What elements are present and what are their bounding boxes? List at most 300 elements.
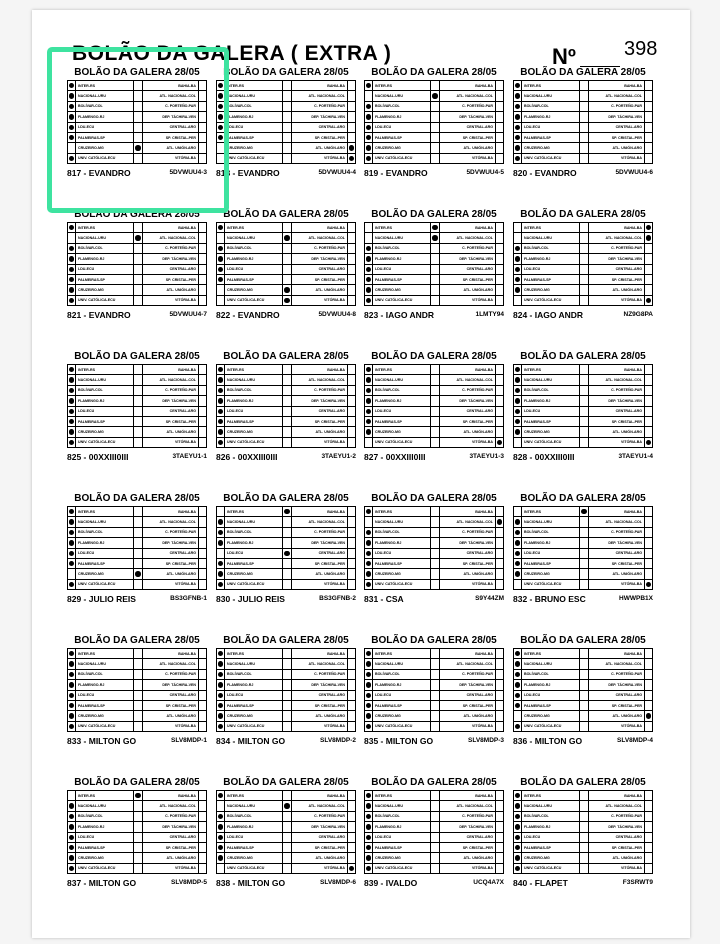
home-pick-box [514, 296, 522, 305]
card-footer [364, 167, 504, 178]
home-pick-box [68, 365, 76, 374]
home-pick-box [217, 680, 225, 689]
home-pick-box [365, 722, 373, 731]
away-team: ATL. NACIONAL-COL [143, 517, 199, 526]
draw-pick-box [283, 659, 292, 668]
draw-pick-box [431, 812, 440, 821]
pick-dot-icon [218, 440, 224, 446]
home-pick-box [68, 670, 76, 679]
home-pick-box [365, 517, 373, 526]
away-team: CENTRAL-ARG [589, 691, 645, 700]
draw-pick-box [580, 296, 589, 305]
away-pick-box [348, 691, 355, 700]
home-pick-box [68, 528, 76, 537]
draw-pick-box [134, 407, 143, 416]
away-pick-box [199, 517, 206, 526]
draw-pick-box [580, 701, 589, 710]
pick-dot-icon [69, 693, 75, 699]
match-row [514, 701, 652, 711]
home-pick-box [365, 822, 373, 831]
away-team: SP. CRISTAL-PER [440, 417, 496, 426]
match-row [365, 711, 503, 721]
draw-pick-box [283, 265, 292, 274]
away-team: CENTRAL-ARG [589, 407, 645, 416]
home-team: NACIONAL-URU [225, 659, 283, 668]
away-pick-box [348, 569, 355, 578]
draw-pick-box [580, 143, 589, 152]
home-team: INTER-RS [225, 365, 283, 374]
match-row [217, 143, 355, 153]
ticket-card-838 [216, 777, 356, 905]
pick-dot-icon [69, 540, 75, 546]
away-pick-box [645, 569, 652, 578]
match-row [514, 407, 652, 417]
pick-dot-icon [218, 682, 224, 688]
home-pick-box [365, 244, 373, 253]
draw-pick-box [283, 244, 292, 253]
home-team: LDU-ECU [76, 265, 134, 274]
match-row [68, 233, 206, 243]
away-pick-box [199, 427, 206, 436]
home-pick-box [217, 233, 225, 242]
ticket-code: 3TAEYU1-1 [172, 453, 207, 461]
home-team: UNIV. CATÓLICA-ECU [522, 296, 580, 305]
ticket-code: SLV8MDP-3 [468, 737, 504, 745]
away-team: C. PORTEÑO-PAR [440, 244, 496, 253]
match-row [68, 853, 206, 863]
pick-dot-icon [218, 824, 224, 830]
home-team: BOLÍVAR-COL [76, 812, 134, 821]
away-team: C. PORTEÑO-PAR [292, 386, 348, 395]
match-row [365, 569, 503, 579]
draw-pick-box [283, 154, 292, 163]
draw-pick-box [431, 659, 440, 668]
away-team: C. PORTEÑO-PAR [143, 670, 199, 679]
selection-highlight [47, 47, 229, 213]
home-pick-box [365, 559, 373, 568]
home-team: LDU-ECU [522, 407, 580, 416]
home-team: BOLÍVAR-COL [522, 244, 580, 253]
away-pick-box [496, 143, 503, 152]
home-pick-box [217, 701, 225, 710]
away-team: ATL. NACIONAL-COL [292, 659, 348, 668]
draw-pick-box [580, 722, 589, 731]
draw-pick-box [580, 386, 589, 395]
away-team: VITÓRIA-BA [440, 580, 496, 589]
home-pick-box [365, 438, 373, 447]
home-team: PALMEIRAS-SP [522, 133, 580, 142]
match-row [514, 822, 652, 832]
draw-pick-box [580, 711, 589, 720]
draw-pick-box [431, 722, 440, 731]
home-team: UNIV. CATÓLICA-ECU [225, 864, 283, 873]
match-row [365, 244, 503, 254]
home-team: LDU-ECU [522, 265, 580, 274]
away-team: SP. CRISTAL-PER [143, 843, 199, 852]
match-row [68, 375, 206, 385]
match-row [68, 538, 206, 548]
home-pick-box [68, 659, 76, 668]
away-pick-box [496, 649, 503, 658]
home-team: LDU-ECU [373, 265, 431, 274]
match-row [217, 375, 355, 385]
draw-pick-box [431, 233, 440, 242]
match-row [217, 833, 355, 843]
pick-dot-icon [515, 256, 521, 262]
card-title: BOLÃO DA GALERA 28/05 [520, 635, 646, 646]
match-row [217, 812, 355, 822]
card-title: BOLÃO DA GALERA 28/05 [74, 777, 200, 788]
ticket-card-835 [364, 635, 504, 763]
match-row [217, 722, 355, 731]
away-team: DEP. TÁCHIRA-VEN [589, 680, 645, 689]
away-pick-box [496, 691, 503, 700]
home-team: NACIONAL-URU [522, 659, 580, 668]
pick-dot-icon [515, 540, 521, 546]
card-title: BOLÃO DA GALERA 28/05 [223, 67, 349, 78]
home-pick-box [365, 365, 373, 374]
draw-pick-box [431, 833, 440, 842]
away-team: BAHIA-BA [143, 649, 199, 658]
pick-dot-icon [366, 724, 372, 730]
home-team: INTER-RS [373, 81, 431, 90]
home-team: FLAMENGO-RJ [76, 254, 134, 263]
match-row [68, 822, 206, 832]
match-row [514, 722, 652, 731]
draw-pick-box [134, 822, 143, 831]
pick-dot-icon [366, 855, 372, 861]
home-pick-box [365, 296, 373, 305]
card-footer [216, 309, 356, 320]
pick-dot-icon [349, 145, 355, 151]
away-team: C. PORTEÑO-PAR [292, 670, 348, 679]
match-row [514, 133, 652, 143]
away-team: VITÓRIA-BA [143, 864, 199, 873]
away-pick-box [348, 517, 355, 526]
draw-pick-box [283, 123, 292, 132]
pick-dot-icon [366, 530, 372, 536]
away-pick-box [496, 123, 503, 132]
home-team: BOLÍVAR-COL [225, 670, 283, 679]
home-team: PALMEIRAS-SP [225, 133, 283, 142]
home-team: CRUZEIRO-MG [522, 285, 580, 294]
away-pick-box [348, 580, 355, 589]
draw-pick-box [431, 680, 440, 689]
match-row [217, 538, 355, 548]
match-grid [513, 80, 653, 164]
away-team: DEP. TÁCHIRA-VEN [589, 396, 645, 405]
ticket-card-840 [513, 777, 653, 905]
draw-pick-box [431, 670, 440, 679]
match-row [68, 701, 206, 711]
pick-dot-icon [69, 713, 75, 719]
draw-pick-box [283, 680, 292, 689]
match-row [514, 791, 652, 801]
card-title: BOLÃO DA GALERA 28/05 [371, 777, 497, 788]
home-team: CRUZEIRO-MG [76, 711, 134, 720]
home-team: NACIONAL-URU [373, 91, 431, 100]
draw-pick-box [283, 254, 292, 263]
pick-dot-icon [366, 845, 372, 851]
pick-dot-icon [69, 377, 75, 383]
away-pick-box [199, 864, 206, 873]
draw-pick-box [283, 407, 292, 416]
home-pick-box [365, 375, 373, 384]
home-pick-box [217, 296, 225, 305]
pick-dot-icon [366, 409, 372, 415]
draw-pick-box [431, 801, 440, 810]
match-row [68, 722, 206, 731]
ticket-owner: 825 - 00XXIII0III [67, 451, 129, 462]
draw-pick-box [283, 102, 292, 111]
pick-dot-icon [646, 582, 652, 588]
draw-pick-box [431, 580, 440, 589]
home-pick-box [217, 722, 225, 731]
home-pick-box [68, 254, 76, 263]
pick-dot-icon [366, 551, 372, 557]
home-team: INTER-RS [76, 81, 134, 90]
match-grid [364, 648, 504, 732]
home-team: PALMEIRAS-SP [522, 275, 580, 284]
match-row [68, 285, 206, 295]
ticket-card-834 [216, 635, 356, 763]
away-pick-box [348, 812, 355, 821]
pick-dot-icon [366, 298, 372, 304]
home-team: CRUZEIRO-MG [76, 143, 134, 152]
home-pick-box [514, 223, 522, 232]
home-pick-box [514, 265, 522, 274]
away-pick-box [348, 285, 355, 294]
away-pick-box [199, 711, 206, 720]
match-row [365, 659, 503, 669]
away-pick-box [645, 265, 652, 274]
away-team: C. PORTEÑO-PAR [589, 386, 645, 395]
home-team: BOLÍVAR-COL [76, 528, 134, 537]
home-team: BOLÍVAR-COL [522, 102, 580, 111]
away-team: SP. CRISTAL-PER [440, 701, 496, 710]
pick-dot-icon [515, 724, 521, 730]
away-team: DEP. TÁCHIRA-VEN [143, 822, 199, 831]
pick-dot-icon [497, 519, 503, 525]
pick-dot-icon [366, 419, 372, 425]
away-pick-box [199, 801, 206, 810]
away-pick-box [348, 244, 355, 253]
pick-dot-icon [218, 693, 224, 699]
away-pick-box [645, 801, 652, 810]
away-pick-box [348, 375, 355, 384]
away-pick-box [348, 801, 355, 810]
pick-dot-icon [515, 519, 521, 525]
home-team: NACIONAL-URU [373, 517, 431, 526]
home-team: BOLÍVAR-COL [76, 244, 134, 253]
away-team: C. PORTEÑO-PAR [589, 244, 645, 253]
away-pick-box [645, 822, 652, 831]
away-team: DEP. TÁCHIRA-VEN [440, 680, 496, 689]
away-pick-box [496, 438, 503, 447]
pick-dot-icon [515, 803, 521, 809]
away-pick-box [645, 812, 652, 821]
draw-pick-box [134, 559, 143, 568]
match-row [365, 81, 503, 91]
home-pick-box [514, 407, 522, 416]
home-team: UNIV. CATÓLICA-ECU [76, 296, 134, 305]
away-pick-box [348, 843, 355, 852]
draw-pick-box [134, 285, 143, 294]
home-pick-box [68, 517, 76, 526]
away-team: C. PORTEÑO-PAR [589, 528, 645, 537]
away-team: ATL. UNIÓN-ARG [292, 143, 348, 152]
away-pick-box [496, 549, 503, 558]
pick-dot-icon [218, 661, 224, 667]
draw-pick-box [134, 223, 143, 232]
home-team: UNIV. CATÓLICA-ECU [373, 722, 431, 731]
away-pick-box [496, 275, 503, 284]
home-pick-box [68, 801, 76, 810]
away-pick-box [496, 580, 503, 589]
home-team: FLAMENGO-RJ [76, 112, 134, 121]
draw-pick-box [134, 396, 143, 405]
draw-pick-box [134, 507, 143, 516]
away-team: ATL. UNIÓN-ARG [589, 853, 645, 862]
match-row [217, 233, 355, 243]
home-team: BOLÍVAR-COL [373, 528, 431, 537]
home-team: NACIONAL-URU [522, 801, 580, 810]
away-team: VITÓRIA-BA [143, 154, 199, 163]
pick-dot-icon [366, 135, 372, 141]
away-team: SP. CRISTAL-PER [292, 275, 348, 284]
draw-pick-box [580, 133, 589, 142]
home-pick-box [217, 244, 225, 253]
home-team: NACIONAL-URU [522, 517, 580, 526]
match-row [217, 386, 355, 396]
card-footer [216, 451, 356, 462]
pick-dot-icon [218, 256, 224, 262]
pick-dot-icon [366, 145, 372, 151]
home-pick-box [217, 285, 225, 294]
home-team: FLAMENGO-RJ [522, 538, 580, 547]
card-title: BOLÃO DA GALERA 28/05 [371, 351, 497, 362]
draw-pick-box [134, 649, 143, 658]
ticket-owner: 837 - MILTON GO [67, 877, 137, 888]
home-team: LDU-ECU [373, 123, 431, 132]
match-grid [67, 790, 207, 874]
pick-dot-icon [366, 104, 372, 110]
away-pick-box [645, 670, 652, 679]
away-team: VITÓRIA-BA [143, 438, 199, 447]
pick-dot-icon [497, 440, 503, 446]
match-row [68, 507, 206, 517]
pick-dot-icon [515, 824, 521, 830]
home-team: LDU-ECU [76, 833, 134, 842]
home-pick-box [514, 133, 522, 142]
pick-dot-icon [69, 440, 75, 446]
home-team: UNIV. CATÓLICA-ECU [373, 438, 431, 447]
match-row [365, 649, 503, 659]
home-pick-box [68, 812, 76, 821]
home-team: CRUZEIRO-MG [373, 711, 431, 720]
away-pick-box [348, 680, 355, 689]
ticket-owner: 838 - MILTON GO [216, 877, 286, 888]
home-pick-box [365, 81, 373, 90]
pick-dot-icon [366, 83, 372, 89]
home-pick-box [514, 801, 522, 810]
card-title: BOLÃO DA GALERA 28/05 [371, 67, 497, 78]
pick-dot-icon [366, 246, 372, 252]
home-team: FLAMENGO-RJ [373, 538, 431, 547]
away-pick-box [348, 365, 355, 374]
card-title: BOLÃO DA GALERA 28/05 [520, 777, 646, 788]
home-team: UNIV. CATÓLICA-ECU [76, 580, 134, 589]
away-team: VITÓRIA-BA [440, 296, 496, 305]
home-team: PALMEIRAS-SP [373, 417, 431, 426]
away-pick-box [348, 438, 355, 447]
away-team: DEP. TÁCHIRA-VEN [589, 538, 645, 547]
pick-dot-icon [366, 793, 372, 799]
ticket-code: BS3GFNB-2 [319, 595, 356, 603]
pick-dot-icon [366, 803, 372, 809]
draw-pick-box [134, 386, 143, 395]
ticket-card-833 [67, 635, 207, 763]
away-pick-box [645, 843, 652, 852]
away-pick-box [348, 254, 355, 263]
home-team: FLAMENGO-RJ [76, 396, 134, 405]
home-pick-box [217, 528, 225, 537]
away-team: BAHIA-BA [440, 507, 496, 516]
draw-pick-box [283, 275, 292, 284]
match-row [217, 365, 355, 375]
home-pick-box [217, 427, 225, 436]
draw-pick-box [283, 864, 292, 873]
away-pick-box [199, 691, 206, 700]
home-pick-box [68, 864, 76, 873]
pick-dot-icon [135, 793, 141, 799]
pick-dot-icon [515, 135, 521, 141]
match-row [68, 386, 206, 396]
match-row [514, 507, 652, 517]
ticket-owner: 840 - FLAPET [513, 877, 568, 888]
match-grid [216, 222, 356, 306]
match-grid [513, 506, 653, 590]
home-team: FLAMENGO-RJ [76, 680, 134, 689]
home-pick-box [68, 265, 76, 274]
away-pick-box [645, 649, 652, 658]
pick-dot-icon [218, 419, 224, 425]
draw-pick-box [580, 853, 589, 862]
match-row [365, 680, 503, 690]
home-team: PALMEIRAS-SP [76, 275, 134, 284]
match-row [68, 791, 206, 801]
away-pick-box [645, 233, 652, 242]
draw-pick-box [134, 691, 143, 700]
home-pick-box [365, 659, 373, 668]
away-team: CENTRAL-ARG [143, 123, 199, 132]
home-pick-box [514, 812, 522, 821]
pick-dot-icon [366, 835, 372, 841]
draw-pick-box [283, 528, 292, 537]
pick-dot-icon [515, 835, 521, 841]
match-row [217, 296, 355, 305]
ticket-code: SLV8MDP-1 [171, 737, 207, 745]
draw-pick-box [283, 285, 292, 294]
home-team: LDU-ECU [373, 691, 431, 700]
match-row [514, 670, 652, 680]
away-pick-box [199, 233, 206, 242]
away-pick-box [348, 296, 355, 305]
away-team: BAHIA-BA [292, 365, 348, 374]
home-team: BOLÍVAR-COL [225, 812, 283, 821]
home-team: PALMEIRAS-SP [373, 133, 431, 142]
home-team: BOLÍVAR-COL [522, 386, 580, 395]
